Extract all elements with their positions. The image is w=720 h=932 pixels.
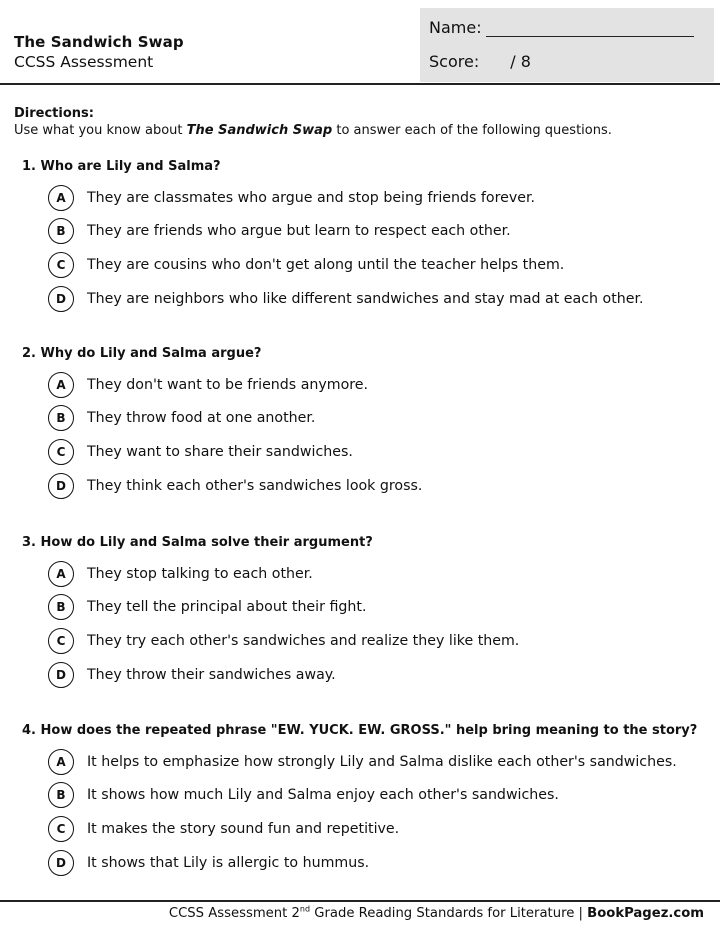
answer-bubble-c[interactable]: C	[48, 816, 74, 842]
name-score-box	[420, 8, 714, 82]
answer-text: They are neighbors who like different sandwiches and stay mad at each other.	[87, 290, 644, 307]
directions	[14, 105, 612, 139]
document-title: The Sandwich Swap	[14, 33, 184, 51]
answer-choice-c[interactable]	[48, 248, 644, 282]
answer-text: They want to share their sandwiches.	[87, 443, 353, 460]
answer-bubble-b[interactable]: B	[48, 594, 74, 620]
footer-divider	[0, 900, 720, 902]
question-1	[22, 159, 644, 315]
answer-text: They don't want to be friends anymore.	[87, 376, 369, 393]
question-2	[22, 346, 422, 502]
footer	[169, 906, 704, 921]
answer-choice-d[interactable]	[48, 658, 519, 692]
answer-text: They tell the principal about their fight.	[87, 599, 367, 616]
question-text: 3. How do Lily and Salma solve their argument?	[22, 535, 373, 550]
answer-bubble-a[interactable]: A	[48, 185, 74, 211]
answer-text: They throw their sandwiches away.	[87, 666, 336, 683]
answer-bubble-a[interactable]: A	[48, 749, 74, 775]
title-block	[14, 33, 184, 71]
footer-ordinal: nd	[299, 904, 311, 914]
answer-bubble-b[interactable]: B	[48, 405, 74, 431]
answer-choice-d[interactable]	[48, 846, 697, 880]
directions-text-after: to answer each of the following questions.	[332, 123, 612, 138]
score-max: / 8	[510, 52, 531, 71]
answer-text: They try each other's sandwiches and realize they like them.	[87, 632, 520, 649]
directions-story-title: The Sandwich Swap	[186, 123, 333, 138]
name-field[interactable]	[486, 21, 694, 37]
question-3	[22, 535, 519, 691]
answer-bubble-c[interactable]: C	[48, 628, 74, 654]
score-row	[429, 52, 531, 71]
answer-bubble-a[interactable]: A	[48, 372, 74, 398]
answer-bubble-d[interactable]: D	[48, 850, 74, 876]
answer-bubble-a[interactable]: A	[48, 561, 74, 587]
answer-choice-c[interactable]	[48, 624, 519, 658]
score-label: Score:	[429, 52, 480, 71]
answer-choice-c[interactable]	[48, 435, 422, 469]
name-row	[429, 18, 694, 37]
answer-choice-d[interactable]	[48, 469, 422, 503]
document-subtitle: CCSS Assessment	[14, 53, 154, 71]
answer-text: They are friends who argue but learn to respect each other.	[87, 223, 511, 240]
answer-bubble-c[interactable]: C	[48, 439, 74, 465]
answer-bubble-d[interactable]: D	[48, 662, 74, 688]
answer-choice-a[interactable]	[48, 557, 519, 591]
header-divider	[0, 83, 720, 85]
answer-bubble-b[interactable]: B	[48, 218, 74, 244]
question-text: 2. Why do Lily and Salma argue?	[22, 346, 262, 361]
answer-text: They stop talking to each other.	[87, 565, 313, 582]
answer-bubble-d[interactable]: D	[48, 286, 74, 312]
answer-text: They think each other's sandwiches look gross.	[87, 477, 423, 494]
name-label: Name:	[429, 18, 482, 37]
answer-choice-a[interactable]	[48, 368, 422, 402]
directions-text-before: Use what you know about	[14, 123, 187, 138]
question-text: 4. How does the repeated phrase "EW. YUCK. EW. GROSS." help bring meaning to the story?	[22, 723, 698, 738]
answer-text: It shows how much Lily and Salma enjoy each other's sandwiches.	[87, 787, 559, 804]
answer-choice-b[interactable]	[48, 402, 422, 436]
answer-bubble-c[interactable]: C	[48, 252, 74, 278]
answer-text: It makes the story sound fun and repetitive.	[87, 820, 400, 837]
directions-text	[14, 122, 612, 139]
footer-text-after: Grade Reading Standards for Literature |	[310, 906, 588, 921]
header	[0, 0, 720, 84]
answer-text: It helps to emphasize how strongly Lily and Salma dislike each other's sandwiches.	[87, 753, 677, 770]
question-text: 1. Who are Lily and Salma?	[22, 159, 221, 174]
answer-choice-a[interactable]	[48, 181, 644, 215]
answer-choice-c[interactable]	[48, 812, 697, 846]
directions-label: Directions:	[14, 106, 94, 121]
answer-choice-b[interactable]	[48, 591, 519, 625]
answer-bubble-d[interactable]: D	[48, 473, 74, 499]
answer-choice-d[interactable]	[48, 282, 644, 316]
footer-text-before: CCSS Assessment 2	[168, 906, 300, 921]
question-4	[22, 723, 697, 879]
answer-text: It shows that Lily is allergic to hummus.	[87, 854, 370, 871]
answer-choice-a[interactable]	[48, 745, 697, 779]
answer-text: They are cousins who don't get along until the teacher helps them.	[87, 256, 565, 273]
answer-choice-b[interactable]	[48, 779, 697, 813]
answer-text: They are classmates who argue and stop being friends forever.	[87, 189, 535, 206]
answer-bubble-b[interactable]: B	[48, 782, 74, 808]
answer-text: They throw food at one another.	[87, 410, 316, 427]
answer-choice-b[interactable]	[48, 215, 644, 249]
footer-brand: BookPagez.com	[587, 906, 704, 921]
